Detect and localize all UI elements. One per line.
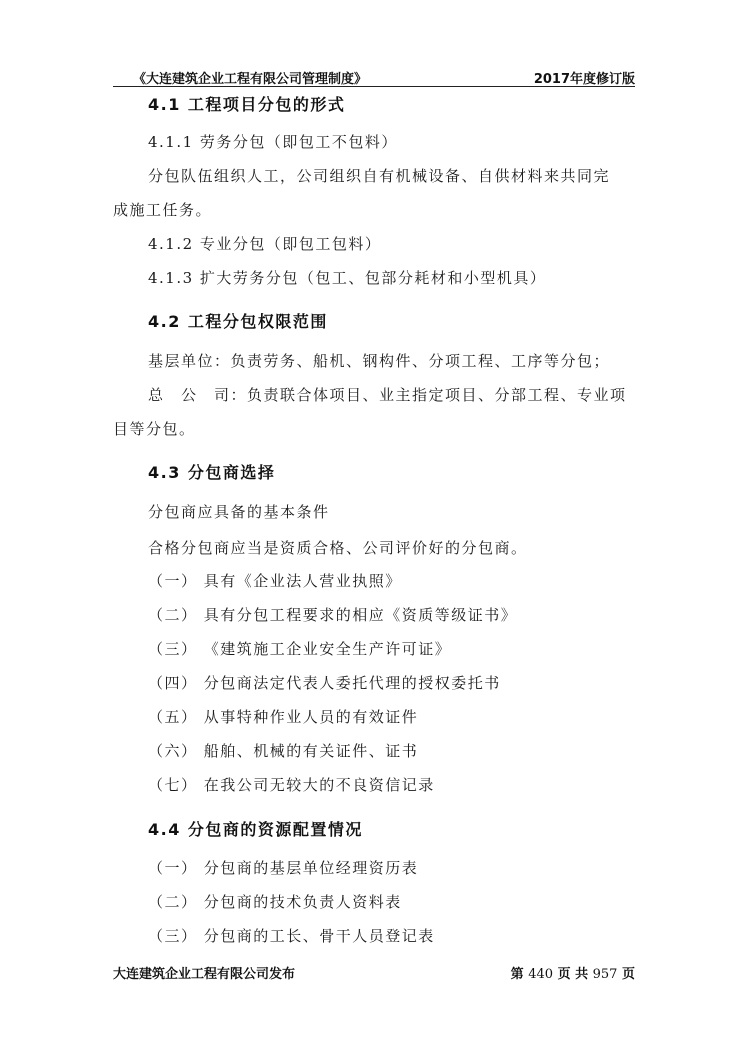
header-title: 《大连建筑企业工程有限公司管理制度》 — [133, 72, 368, 87]
list-item: （四） 分包商法定代表人委托代理的授权委托书 — [148, 674, 501, 692]
section-4-2-heading: 4.2 工程分包权限范围 — [148, 312, 328, 331]
list-item: （三） 《建筑施工企业安全生产许可证》 — [148, 640, 452, 658]
list-item: （二） 具有分包工程要求的相应《资质等级证书》 — [148, 606, 518, 624]
section-4-1-heading: 4.1 工程项目分包的形式 — [148, 95, 346, 114]
paragraph-4-2-base-unit: 基层单位：负责劳务、船机、钢构件、分项工程、工序等分包； — [148, 352, 611, 370]
list-item: （二） 分包商的技术负责人资料表 — [148, 893, 402, 911]
list-item: （七） 在我公司无较大的不良资信记录 — [148, 776, 435, 794]
paragraph-4-2-head-office-line1: 总 公 司：负责联合体项目、业主指定项目、分部工程、专业项 — [148, 386, 627, 404]
footer-publisher: 大连建筑企业工程有限公司发布 — [113, 967, 296, 982]
page-number — [511, 963, 635, 982]
page-total: 957 — [592, 967, 618, 982]
page-suffix: 页 — [621, 967, 635, 982]
paragraph-4-2-head-office-line2: 目等分包。 — [113, 420, 196, 438]
list-item: （三） 分包商的工长、骨干人员登记表 — [148, 927, 435, 945]
list-item: （一） 具有《企业法人营业执照》 — [148, 572, 402, 590]
section-4-3-heading: 4.3 分包商选择 — [148, 463, 276, 482]
page-current: 440 — [528, 967, 554, 982]
list-item: （五） 从事特种作业人员的有效证件 — [148, 708, 419, 726]
page-header — [113, 66, 635, 88]
paragraph-4-1-3: 4.1.3 扩大劳务分包（包工、包部分耗材和小型机具） — [148, 269, 547, 287]
paragraph-4-1-desc-line2: 成施工任务。 — [113, 201, 213, 219]
page-prefix: 第 — [510, 967, 524, 982]
paragraph-4-3-qualified: 合格分包商应当是资质合格、公司评价好的分包商。 — [148, 539, 528, 557]
paragraph-4-3-conditions: 分包商应具备的基本条件 — [148, 503, 330, 521]
section-4-4-heading: 4.4 分包商的资源配置情况 — [148, 820, 363, 839]
paragraph-4-1-desc-line1: 分包队伍组织人工，公司组织自有机械设备、自供材料来共同完 — [148, 167, 611, 185]
paragraph-4-1-2: 4.1.2 专业分包（即包工包料） — [148, 235, 382, 253]
list-item: （一） 分包商的基层单位经理资历表 — [148, 859, 419, 877]
header-edition: 2017年度修订版 — [533, 72, 635, 87]
list-item: （六） 船舶、机械的有关证件、证书 — [148, 742, 419, 760]
header-rule — [113, 86, 635, 87]
page-middle: 页 共 — [557, 967, 589, 982]
paragraph-4-1-1: 4.1.1 劳务分包（即包工不包料） — [148, 133, 398, 151]
